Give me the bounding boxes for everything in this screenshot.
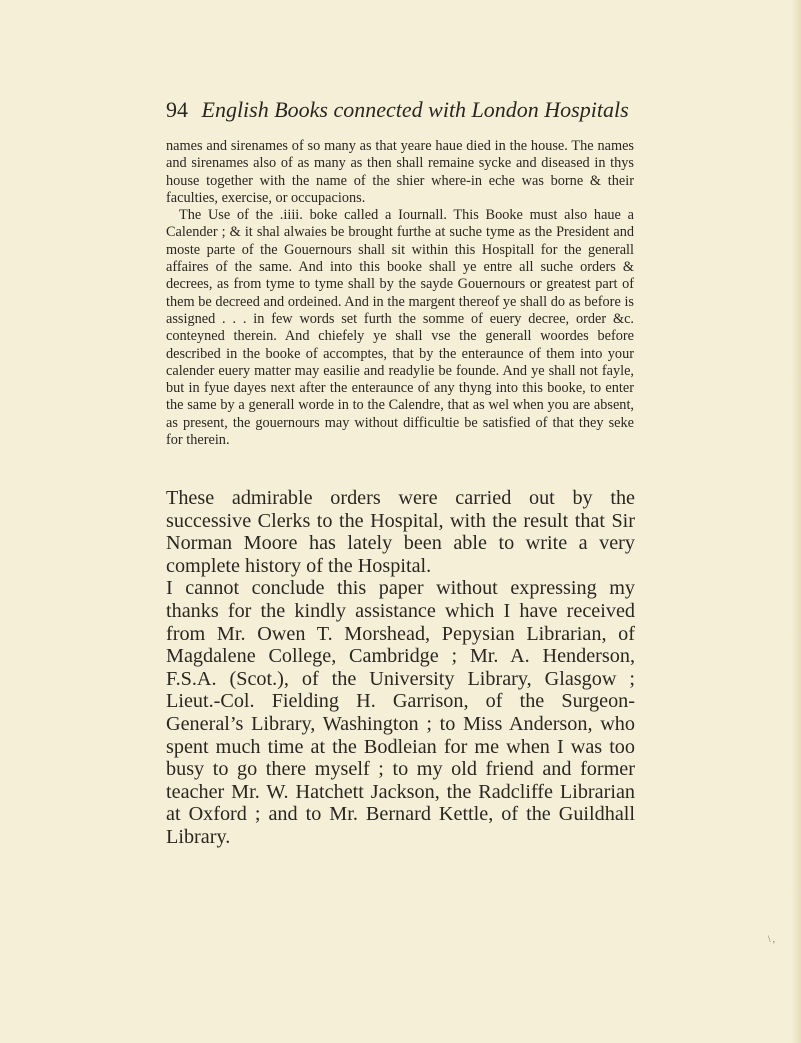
page-edge-shadow <box>791 0 801 1043</box>
main-text <box>166 487 635 849</box>
running-title: English Books connected with London Hospitals <box>201 97 629 122</box>
body-paragraph-2: I cannot conclude this paper without expressing my thanks for the kindly assistance which I have received from Mr. Owen T. Morshead, Pepysian Librarian, of Magdalene College, Cambridge ; Mr. A. Henderson, F.S.A. (Scot.), of the University Library, Glasgow ; Lieut.-Col. Fielding H. Garrison, of the Surgeon-General’s Library, Washington ; to Miss Anderson, who spent much time at the Bodleian for me when I was too busy to go there myself ; to my old friend and former teacher Mr. W. Hatchett Jackson, the Radcliffe Librarian at Oxford ; and to Mr. Bernard Kettle, of the Guildhall Library. <box>166 577 635 848</box>
extract-paragraph-1: names and sirenames of so many as that yeare haue died in the house. The names and sirenames also of as many as then shall remaine sycke and diseased in thys house together with the name of the shier where-in eche was borne & their faculties, exercise, or occupacions. <box>166 138 634 206</box>
page-header <box>166 96 636 124</box>
extract-paragraph-2: The Use of the .iiii. boke called a Iournall. This Booke must also haue a Calender ; & it shal alwaies be brought furthe at suche tyme as the President and moste parte of the Gouernours shall sit within this Hospitall for the generall affaires of the same. And into this booke shall ye entre all suche orders & decrees, as from tyme to tyme shall by the sayde Gouernours or greatest part of them be decreed and ordeined. And in the margent thereof ye shall do as before is assigned . . . in few words set furth the somme of euery decree, order &c. conteyned therein. And chiefely ye shall vse the generall woordes before described in the booke of accomptes, that by the enteraunce of them into your calender euery matter may easilie and readylie be founde. And ye shall not fayle, but in fyue dayes next after the enteraunce of any thyng into this booke, to enter the same by a generall worde in to the Calendre, that as wel when you are absent, as present, the gouernours may without difficultie be satisfied of that they seke for therein. <box>166 207 634 449</box>
body-paragraph-1: These admirable orders were carried out by the successive Clerks to the Hospital, with the result that Sir Norman Moore has lately been able to write a very complete history of the Hospital. <box>166 487 635 577</box>
quoted-extract <box>166 138 634 449</box>
page-number: 94 <box>166 97 188 122</box>
margin-mark: \ , <box>768 934 776 944</box>
